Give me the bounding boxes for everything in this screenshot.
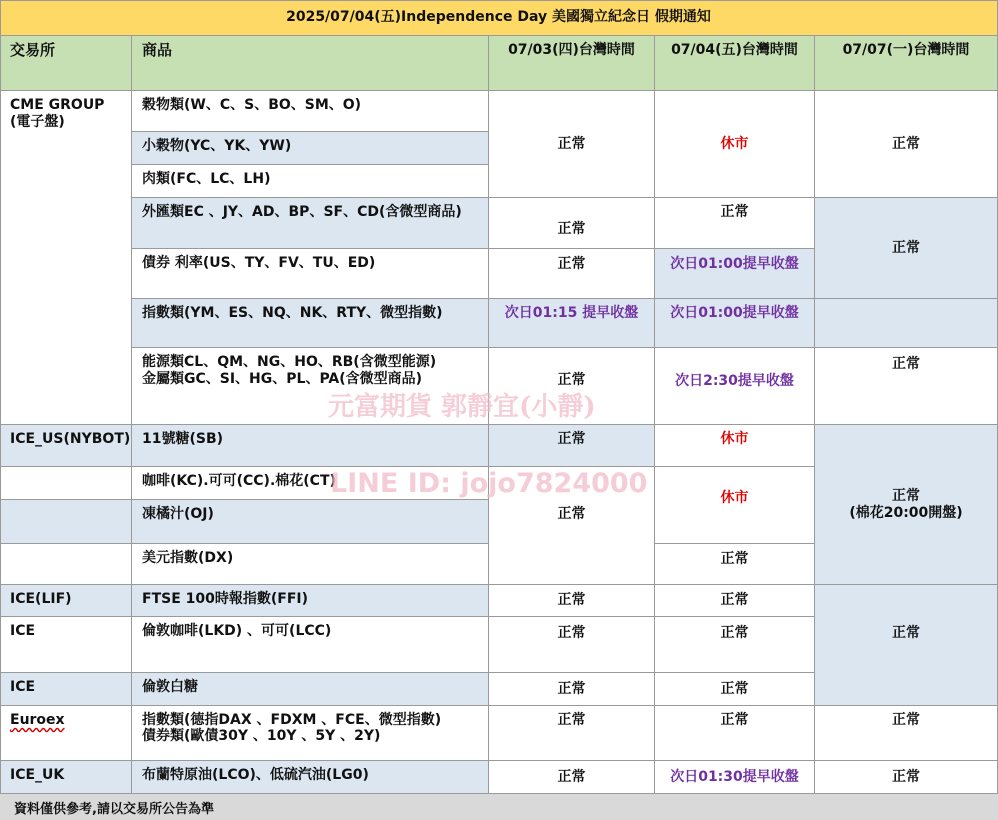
exchange-ice-lif: ICE(LIF) [0, 585, 132, 617]
status-energy-0707: 正常 [815, 348, 998, 425]
product-bonds: 債券 利率(US、TY、FV、TU、ED) [132, 249, 489, 299]
product-dollar-index: 美元指數(DX) [132, 544, 489, 585]
status-energy-0703: 正常 [489, 348, 655, 425]
product-euroex: 指數類(德指DAX 、FDXM 、FCE、微型指數) 債券類(歐債30Y 、10Y 、5Y 、2Y) [132, 706, 489, 761]
exchange-ice-uk: ICE_UK [0, 761, 132, 794]
header-exchange: 交易所 [0, 36, 132, 91]
status-london-sugar-0704: 正常 [655, 673, 815, 706]
status-cme-grains-0707: 正常 [815, 91, 998, 198]
status-brent-0707: 正常 [815, 761, 998, 794]
exchange-blank [0, 467, 132, 500]
product-brent: 布蘭特原油(LCO)、低硫汽油(LG0) [132, 761, 489, 794]
status-london-sugar-0703: 正常 [489, 673, 655, 706]
exchange-blank [0, 544, 132, 585]
status-ftse-0703: 正常 [489, 585, 655, 617]
header-date-0707: 07/07(一)台灣時間 [815, 36, 998, 91]
status-brent-0703: 正常 [489, 761, 655, 794]
footer-disclaimer: 資料僅供參考,請以交易所公告為準 [0, 794, 998, 820]
product-london-sugar: 倫敦白糖 [132, 673, 489, 706]
status-cme-grains-0704: 休市 [655, 91, 815, 198]
header-date-0703: 07/03(四)台灣時間 [489, 36, 655, 91]
status-ice-0707: 正常 [815, 585, 998, 706]
status-softs-0704: 休市 [655, 467, 815, 544]
product-ftse: FTSE 100時報指數(FFI) [132, 585, 489, 617]
status-fx-0704: 正常 [655, 198, 815, 249]
header-date-0704: 07/04(五)台灣時間 [655, 36, 815, 91]
status-sugar11-0703: 正常 [489, 425, 655, 467]
status-energy-0704: 次日2:30提早收盤 [655, 348, 815, 425]
product-softs: 咖啡(KC).可可(CC).棉花(CT) [132, 467, 489, 500]
status-softs-0703: 正常 [489, 467, 655, 585]
product-london-coffee-cocoa: 倫敦咖啡(LKD) 、可可(LCC) [132, 617, 489, 673]
status-index-0703: 次日01:15 提早收盤 [489, 299, 655, 348]
product-small-grains: 小穀物(YC、YK、YW) [132, 132, 489, 165]
table-title: 2025/07/04(五)Independence Day 美國獨立紀念日 假期通知 [0, 0, 998, 36]
status-fx-0703: 正常 [489, 198, 655, 249]
product-index: 指數類(YM、ES、NQ、NK、RTY、微型指數) [132, 299, 489, 348]
status-index-0704: 次日01:00提早收盤 [655, 299, 815, 348]
exchange-euroex [0, 706, 132, 761]
status-brent-0704: 次日01:30提早收盤 [655, 761, 815, 794]
product-meats: 肉類(FC、LC、LH) [132, 165, 489, 198]
product-energy-metals: 能源類CL、QM、NG、HO、RB(含微型能源) 金屬類GC、SI、HG、PL、PA(含微型商品) [132, 348, 489, 425]
status-euroex-0707: 正常 [815, 706, 998, 761]
product-grains: 穀物類(W、C、S、BO、SM、O) [132, 91, 489, 132]
exchange-ice: ICE [0, 673, 132, 706]
header-product: 商品 [132, 36, 489, 91]
status-cme-grains-0703: 正常 [489, 91, 655, 198]
status-ftse-0704: 正常 [655, 585, 815, 617]
product-fx: 外匯類EC 、JY、AD、BP、SF、CD(含微型商品) [132, 198, 489, 249]
exchange-cme-group: CME GROUP (電子盤) [0, 91, 132, 425]
exchange-ice-us: ICE_US(NYBOT) [0, 425, 132, 467]
status-dx-0704: 正常 [655, 544, 815, 585]
status-london-coffee-0704: 正常 [655, 617, 815, 673]
status-fx-bonds-0707: 正常 [815, 198, 998, 299]
status-bonds-0704: 次日01:00提早收盤 [655, 249, 815, 299]
exchange-euroex-label: Euroex [10, 712, 65, 728]
exchange-blank [0, 500, 132, 544]
status-euroex-0703: 正常 [489, 706, 655, 761]
status-euroex-0704: 正常 [655, 706, 815, 761]
status-sugar11-0704: 休市 [655, 425, 815, 467]
watermark-line-id: LINE ID: jojo7824000 [330, 468, 648, 499]
status-index-0707-blank [815, 299, 998, 348]
exchange-ice: ICE [0, 617, 132, 673]
status-bonds-0703: 正常 [489, 249, 655, 299]
watermark-name: 元富期貨 郭靜宜(小靜) [328, 392, 596, 422]
status-london-coffee-0703: 正常 [489, 617, 655, 673]
product-sugar-11: 11號糖(SB) [132, 425, 489, 467]
product-orange-juice: 凍橘汁(OJ) [132, 500, 489, 544]
status-ice-us-0707: 正常 (棉花20:00開盤) [815, 425, 998, 585]
